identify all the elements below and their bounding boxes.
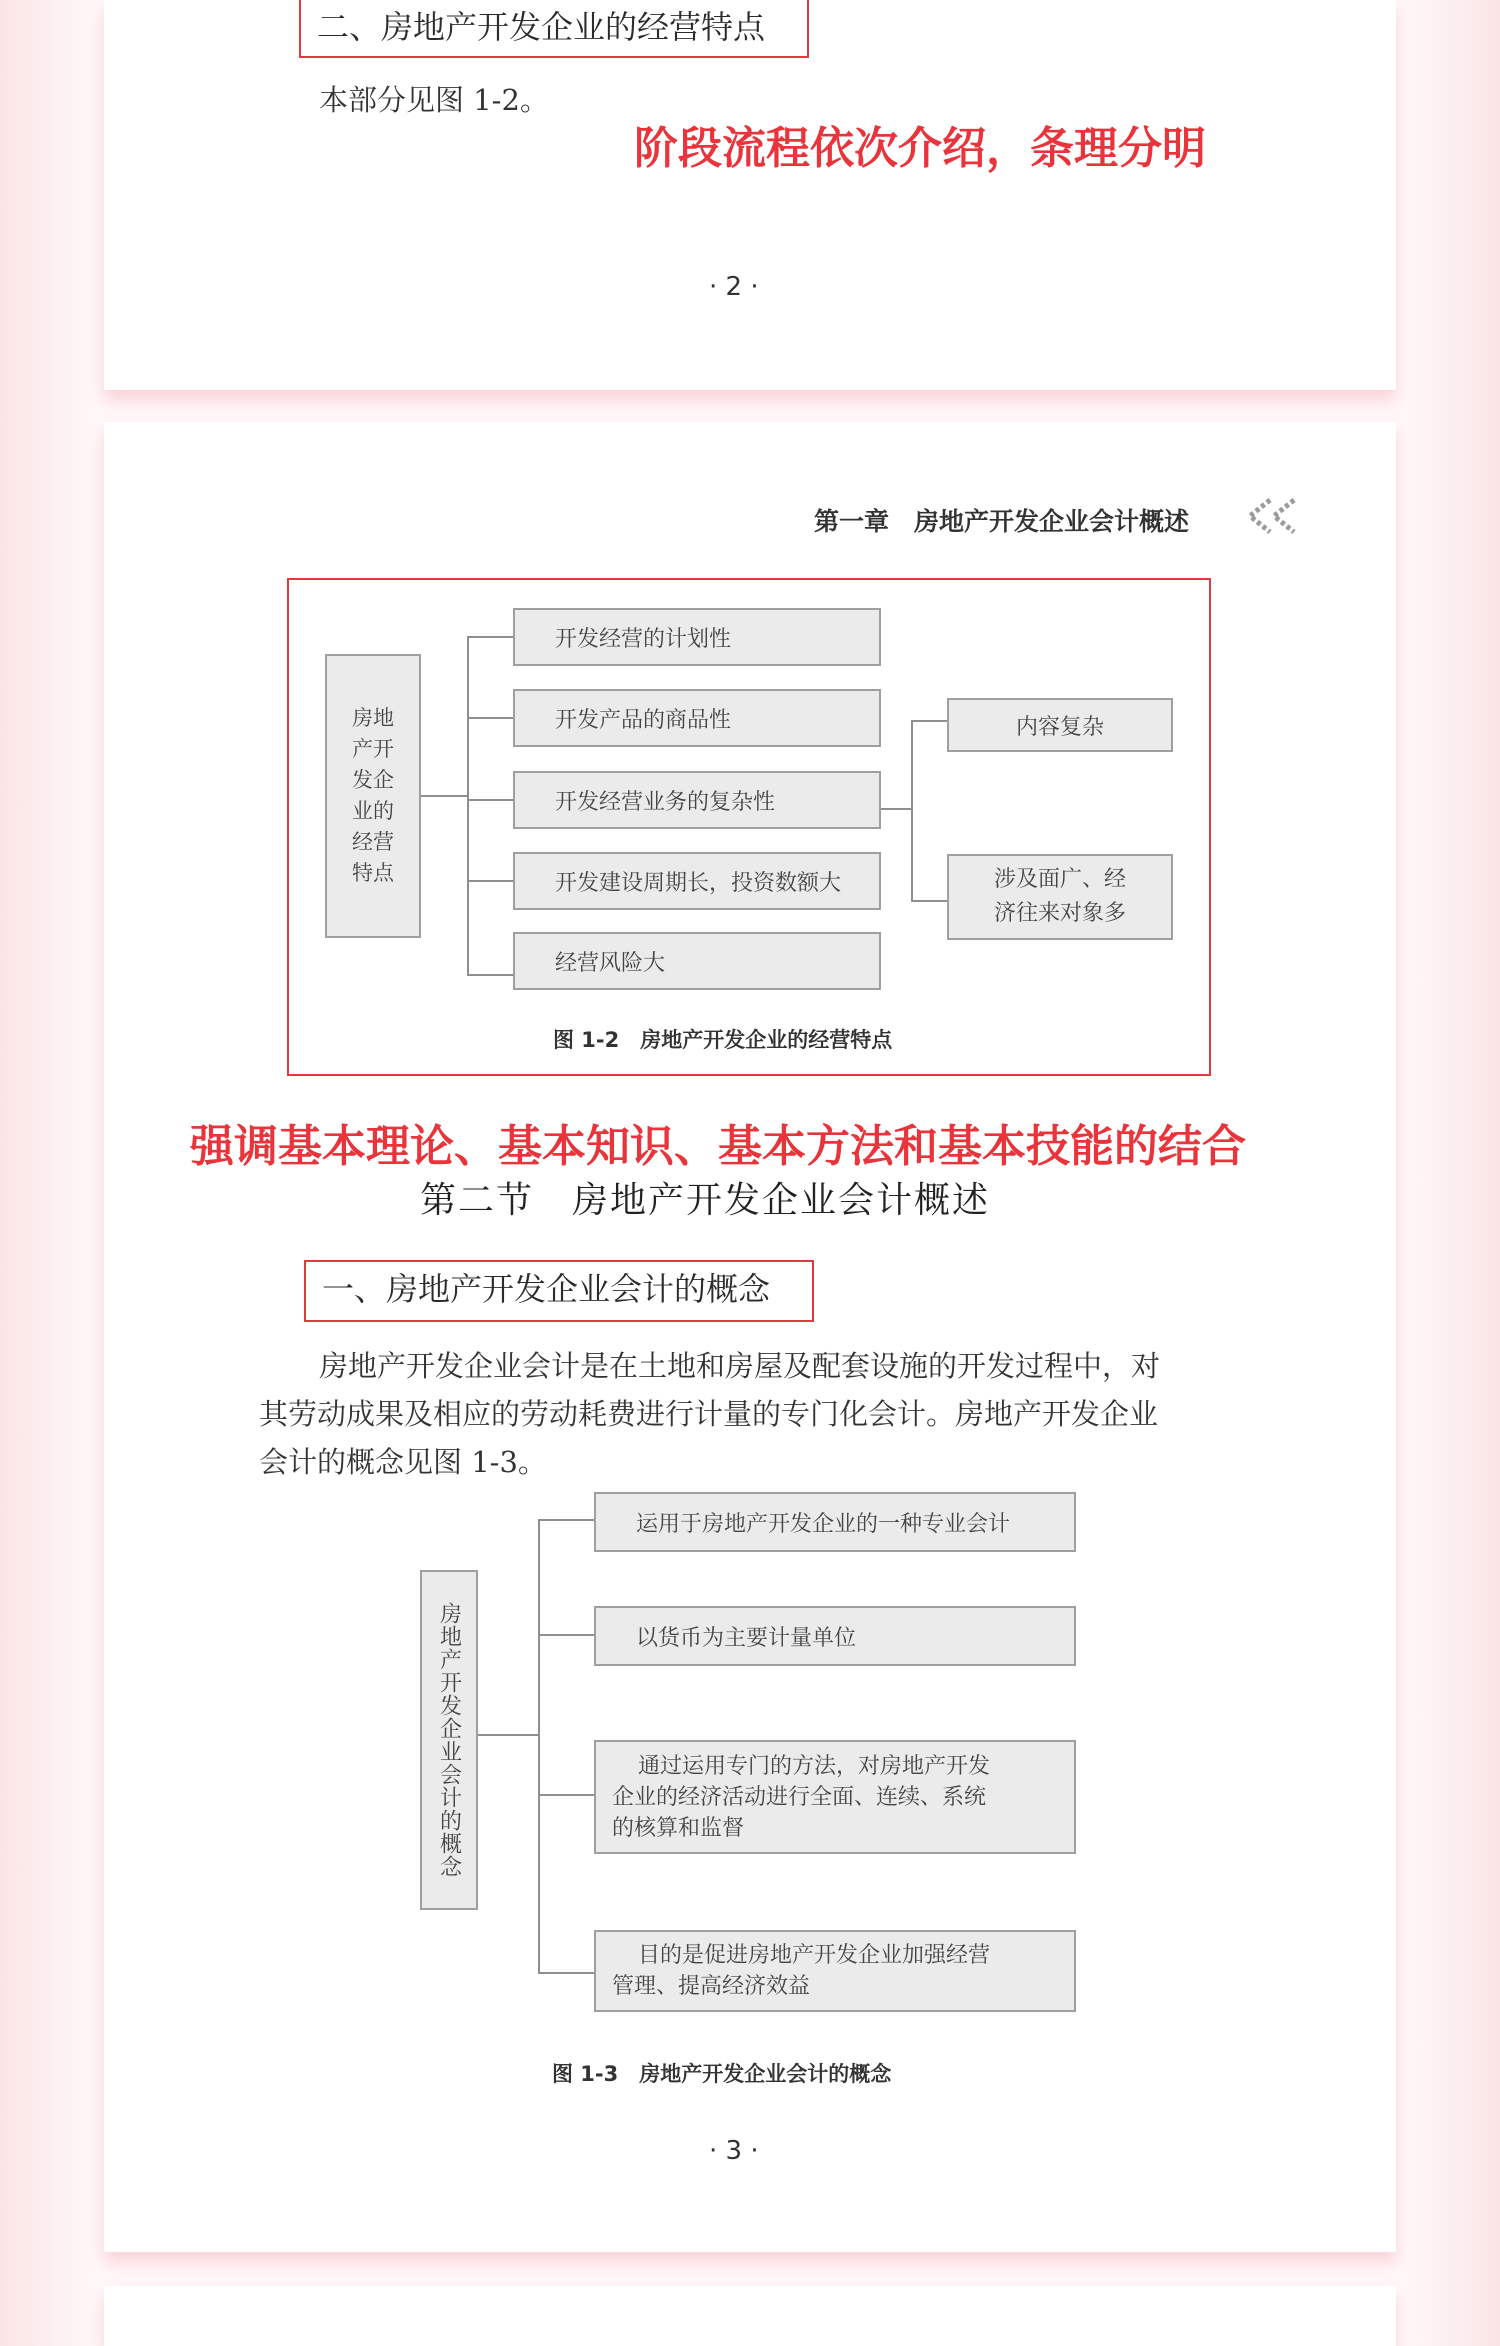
paragraph-line: 会计的概念见图 1-3。 [259, 1445, 547, 1479]
fig12-subitem [947, 698, 1173, 752]
root-line: 房地 [352, 706, 394, 730]
figure-caption: 图 1-2 房地产开发企业的经营特点 [553, 1028, 893, 1052]
connector [467, 799, 513, 801]
item-label: 以货币为主要计量单位 [636, 1625, 857, 1651]
fig12-item [513, 689, 881, 747]
subitem-line: 济往来对象多 [993, 901, 1126, 926]
connector [538, 1634, 594, 1636]
paragraph-line: 其劳动成果及相应的劳动耗费进行计量的专门化会计。房地产开发企业 [259, 1397, 1159, 1431]
fig13-item [594, 1492, 1076, 1552]
figure-1-3 [420, 1492, 1180, 2042]
connector [478, 1734, 538, 1736]
fig12-item [513, 771, 881, 829]
root-line: 特点 [352, 861, 394, 885]
item-label: 开发经营业务的复杂性 [555, 789, 776, 815]
fig13-item [594, 1606, 1076, 1666]
item-line: 管理、提高经济效益 [612, 1974, 811, 1999]
promo-note: 强调基本理论、基本知识、基本方法和基本技能的结合 [190, 1121, 1246, 1172]
item-label: 经营风险大 [555, 950, 666, 976]
item-label: 开发产品的商品性 [555, 707, 732, 733]
fig12-subitem [947, 854, 1173, 940]
item-line: 的核算和监督 [612, 1815, 745, 1841]
connector [911, 720, 913, 900]
root-line: 产开 [352, 737, 394, 761]
connector [911, 720, 947, 722]
connector [421, 795, 467, 797]
double-chevron-icon [1244, 494, 1300, 538]
figure-1-2 [287, 578, 1211, 1076]
root-line: 发企 [352, 768, 394, 792]
item-label: 开发建设周期长，投资数额大 [555, 870, 842, 896]
fig13-item [594, 1740, 1076, 1854]
connector [467, 880, 513, 882]
item-line: 企业的经济活动进行全面、连续、系统 [612, 1784, 987, 1810]
fig12-root-box [325, 654, 421, 938]
fig12-item [513, 852, 881, 910]
section-heading: 二、房地产开发企业的经营特点 [299, 0, 809, 58]
connector [467, 974, 513, 976]
root-line: 经营 [352, 830, 394, 854]
page-card-2 [104, 422, 1396, 2252]
fig13-root-box [420, 1570, 478, 1910]
item-label: 开发经营的计划性 [555, 626, 732, 652]
item-line: 通过运用专门的方法，对房地产开发 [638, 1753, 991, 1779]
chapter-header: 第一章 房地产开发企业会计概述 [814, 507, 1190, 536]
root-line: 业的 [352, 799, 394, 823]
connector [881, 808, 911, 810]
connector [538, 1519, 540, 1972]
page-card-1 [104, 0, 1396, 390]
page-card-3 [104, 2286, 1396, 2346]
section-heading: 一、房地产开发企业会计的概念 [304, 1260, 814, 1322]
fig13-item [594, 1930, 1076, 2012]
connector [467, 636, 469, 974]
section-title: 第二节 房地产开发企业会计概述 [420, 1180, 991, 1221]
paragraph-line: 房地产开发企业会计是在土地和房屋及配套设施的开发过程中，对 [319, 1349, 1161, 1383]
figure-caption: 图 1-3 房地产开发企业会计的概念 [552, 2062, 892, 2086]
item-label: 运用于房地产开发企业的一种专业会计 [636, 1511, 1011, 1537]
body-text: 本部分见图 1-2。 [319, 83, 549, 117]
connector [467, 636, 513, 638]
page-number: · 3 · [709, 2136, 759, 2166]
connector [538, 1972, 594, 1974]
connector [538, 1519, 594, 1521]
fig12-item [513, 932, 881, 990]
connector [538, 1794, 594, 1796]
fig12-item [513, 608, 881, 666]
connector [911, 900, 947, 902]
connector [467, 717, 513, 719]
page-number: · 2 · [709, 272, 759, 302]
root-label: 房地产开发企业会计的概念 [436, 1602, 462, 1878]
subitem-label: 内容复杂 [1015, 714, 1104, 740]
subitem-line: 涉及面广、经 [993, 867, 1126, 892]
item-line: 目的是促进房地产开发企业加强经营 [638, 1943, 991, 1968]
promo-note: 阶段流程依次介绍，条理分明 [634, 123, 1206, 174]
